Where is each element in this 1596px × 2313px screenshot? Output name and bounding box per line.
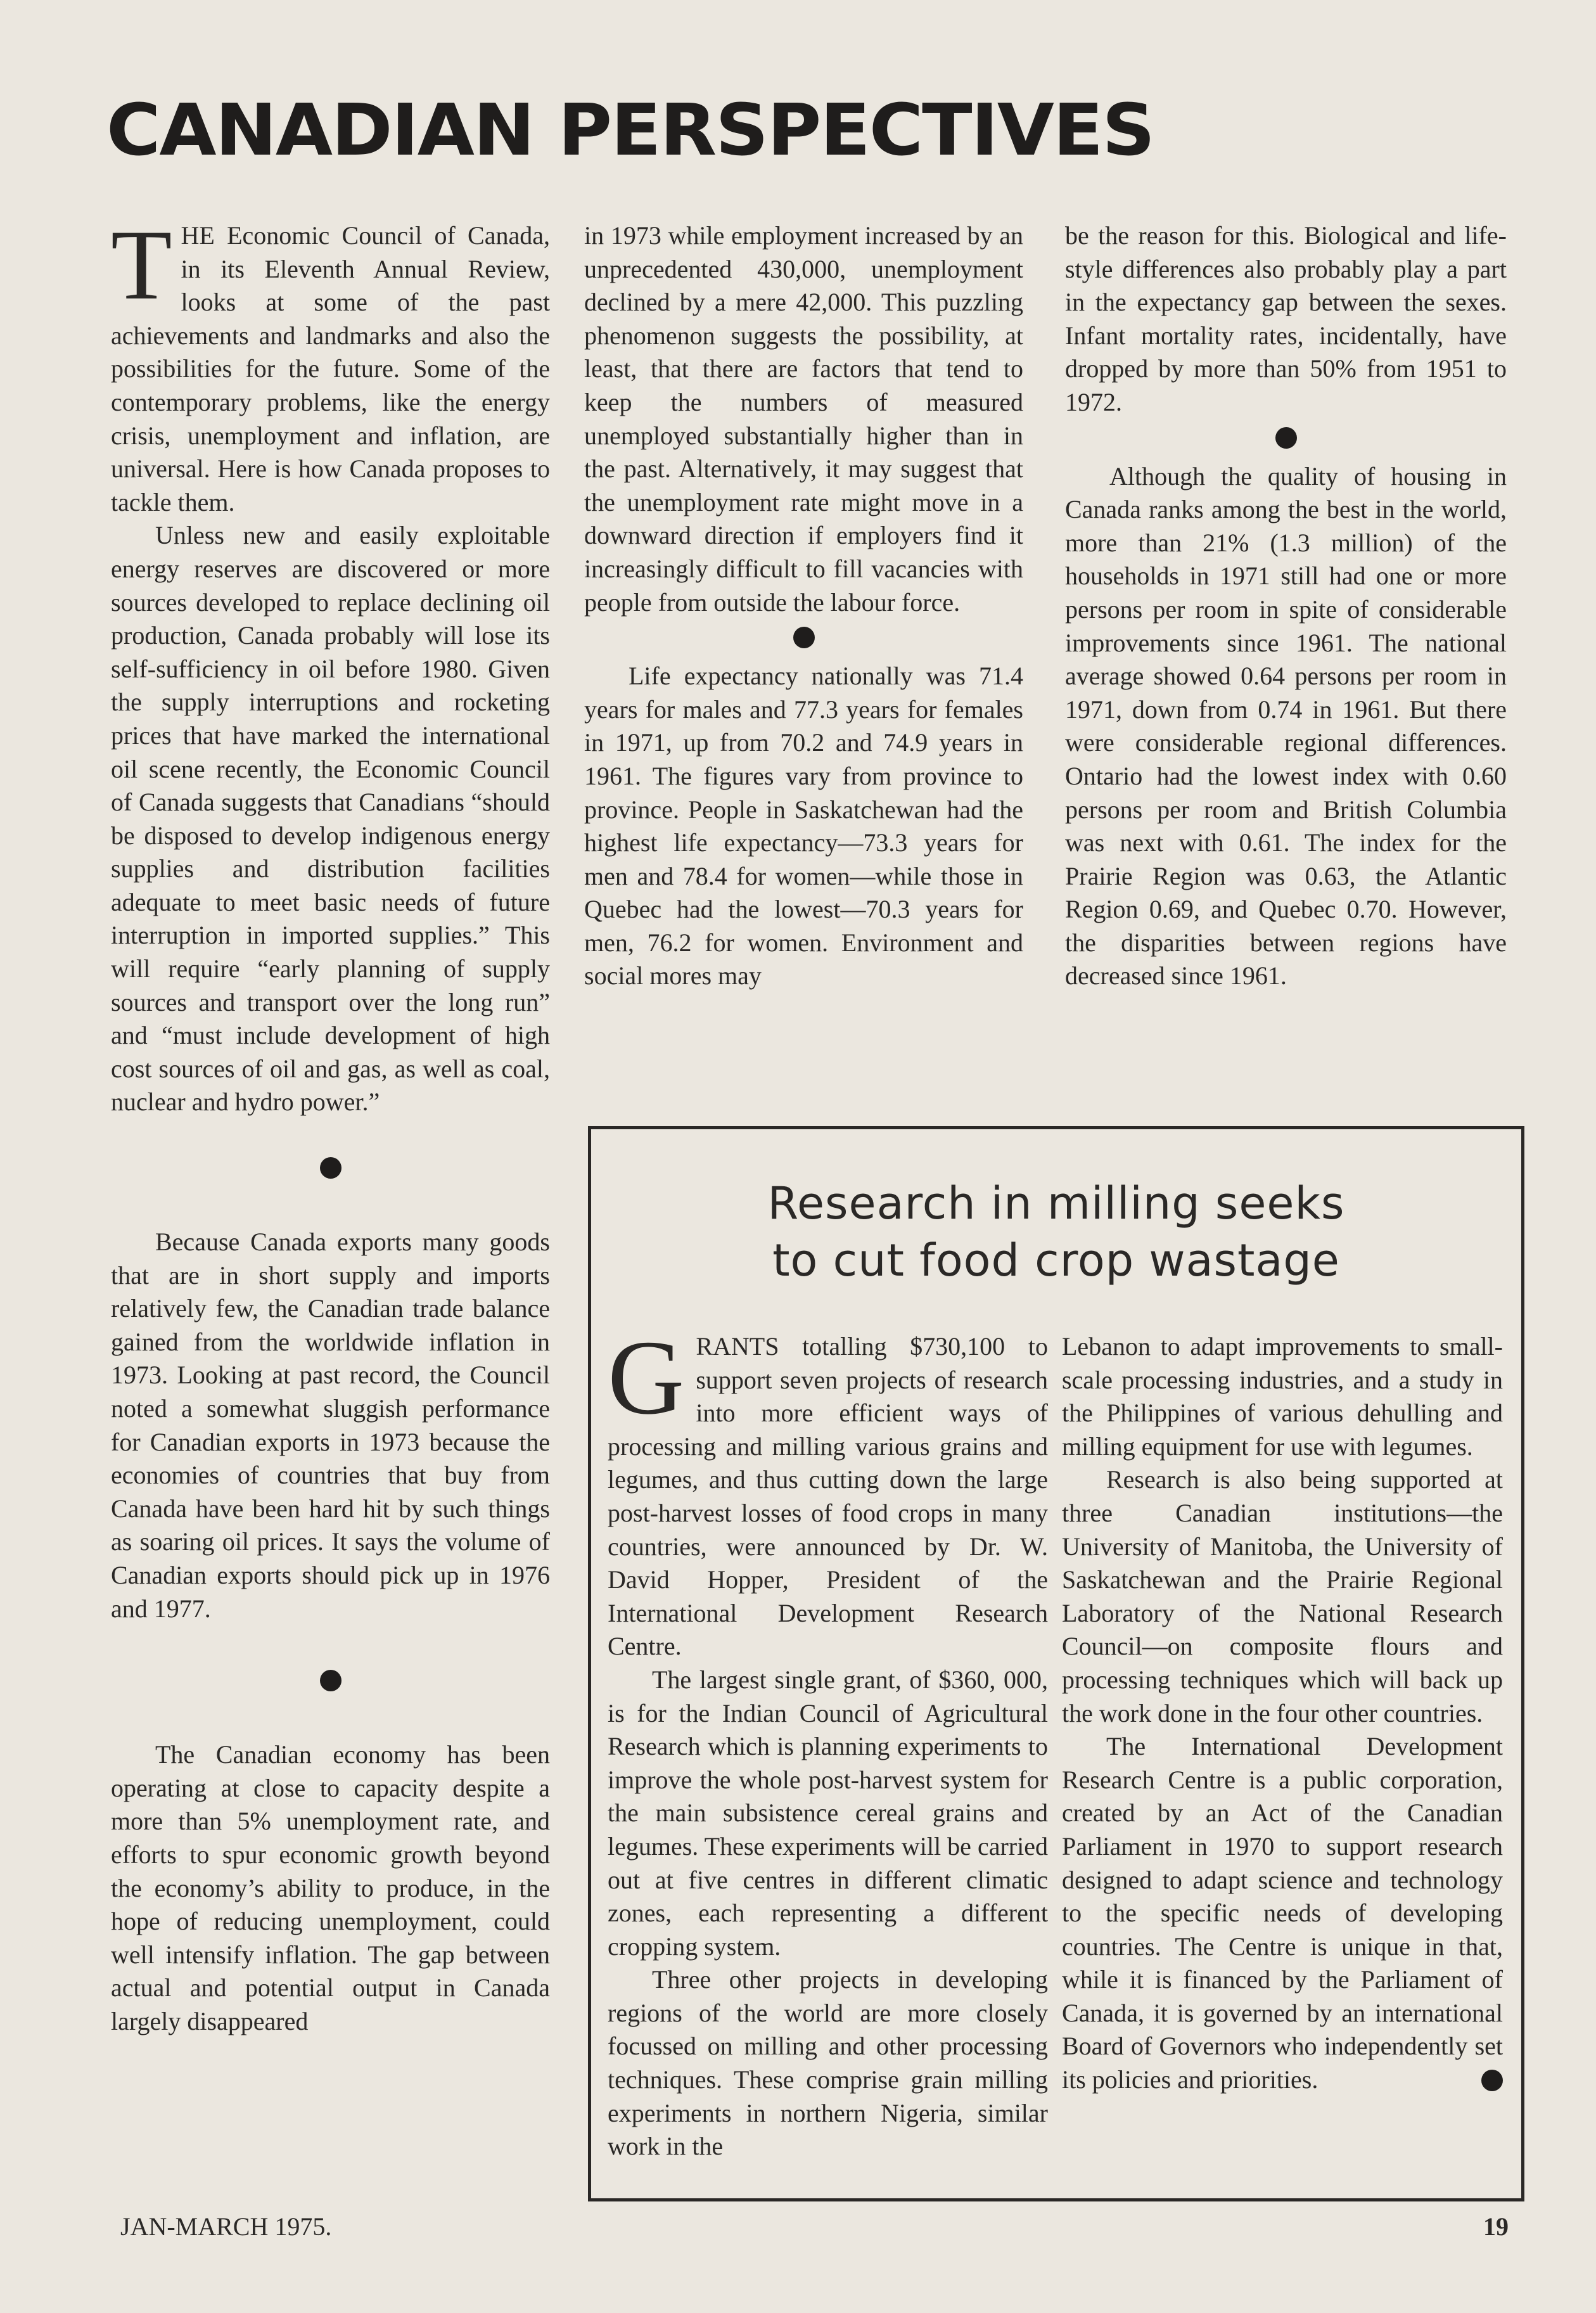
grants-text: totalling $730,100 to support seven projects of research into more efficient ways of processing and milling various grains and legumes, and thus cutting down the large post-harvest losses of food crops in many countries, were announced by Dr. W. David Hopper, President of the International Development Research Centre. <box>608 1332 1048 1661</box>
boxed-article-column-right <box>1062 1330 1503 2097</box>
page-number: 19 <box>1483 2212 1509 2241</box>
section-bullet <box>793 627 815 648</box>
section-bullet <box>320 1670 342 1691</box>
other-projects-paragraph: Three other projects in developing regions of the world are more closely focussed on milling and other processing techniques. These comprise grain milling experiments in northern Nigeria, similar work in the <box>608 1965 1048 2161</box>
lebanon-paragraph: Lebanon to adapt improvements to small-scale processing industries, and a study in the Philippines of various dehulling and milling equipment for use with legumes. <box>1062 1332 1503 1461</box>
drop-cap: G <box>608 1319 685 1437</box>
article-column-2 <box>584 219 1023 993</box>
headline-line-1: Research in milling seeks <box>767 1177 1345 1229</box>
section-bullet <box>1275 427 1297 449</box>
idrc-text: The International Development Research Centre is a public corporation, created by an Act of the Canadian Parliament in 1970 to support research designed to adapt science and technology to the specific needs of developing countries. The Centre is unique in that, while it is financed by the Parliament of Canada, it is governed by an international Board of Governors who independently set its policies and priorities. <box>1062 1732 1503 2094</box>
masthead-title: CANADIAN PERSPECTIVES <box>106 89 1154 172</box>
life-expectancy-paragraph: Life expectancy nationally was 71.4 years for males and 77.3 years for females in 1971, up from 70.2 and 74.9 years in 1961. The figures vary from province to province. People in Saskatchewan had the highest life expectancy—73.3 years for men and 78.4 for women—while those in Quebec had the lowest—70.3 years for men, 76.2 for women. Environment and social mores may <box>584 662 1023 990</box>
article-column-3 <box>1065 219 1507 993</box>
boxed-article <box>588 1126 1524 2201</box>
housing-paragraph: Although the quality of housing in Canada ranks among the best in the world, more than 21% (1.3 million) of the households in 1971 still had one or more persons per room in spite of considerable improvements since 1961. The national average showed 0.64 persons per room in 1971, down from 0.74 in 1961. But there were considerable regional differences. Ontario had the lowest index with 0.60 persons per room and British Columbia was next with 0.61. The index for the Prairie Region was 0.63, the Atlantic Region 0.69, and Quebec 0.70. However, the disparities between regions have decreased since 1961. <box>1065 461 1507 990</box>
life-expectancy-continued: be the reason for this. Biological and life-style differences also probably play a part in the expectancy gap between the sexes. Infant mortality rates, incidentally, have dropped by more than 50% from 1951 to 1972. <box>1065 221 1507 416</box>
drop-cap-smallcaps: HE <box>181 221 215 250</box>
grants-paragraph <box>608 1319 1048 1663</box>
boxed-article-column-left <box>608 1319 1048 2163</box>
headline-line-2: to cut food crop wastage <box>772 1234 1340 1286</box>
drop-cap-smallcaps: RANTS <box>696 1332 779 1361</box>
footer-date: JAN-MARCH 1975. <box>120 2212 332 2241</box>
section-bullet <box>320 1157 342 1179</box>
end-bullet <box>1481 2070 1503 2091</box>
trade-paragraph: Because Canada exports many goods that are in short supply and imports relatively few, the Canadian trade balance gained from the worldwide inflation in 1973. Looking at past record, the Council noted a somewhat sluggish performance for Canadian exports in 1973 because the economies of countries that buy from Canada have been hard hit by such things as soaring oil prices. It says the volume of Canadian exports should pick up in 1976 and 1977. <box>111 1227 550 1623</box>
drop-cap: T <box>111 210 172 321</box>
canadian-institutions-paragraph: Research is also being supported at three Canadian institutions—the University of Manitoba, the University of Saskatchewan and the Prairie Regional Laboratory of the National Research Council—on composite flours and processing techniques which will back up the work done in the four other countries. <box>1062 1465 1503 1727</box>
unemployment-paragraph: in 1973 while employment increased by an unprecedented 430,000, unemployment declined by a mere 42,000. This puzzling phenomenon suggests the possibility, at least, that there are factors that tend to keep the numbers of measured unemployed substantially higher than in the past. Alternatively, it may suggest that the unemployment rate might move in a downward direction if employers find it increasingly difficult to fill vacancies with people from outside the labour force. <box>584 221 1023 617</box>
intro-text: Economic Council of Canada, in its Eleventh Annual Review, looks at some of the past achievements and landmarks and also the possibilities for the future. Some of the contemporary problems, like the energy crisis, unemployment and inflation, are universal. Here is how Canada proposes to tackle them. <box>111 221 550 516</box>
economy-paragraph: The Canadian economy has been operating at close to capacity despite a more than 5% unemployment rate, and efforts to spur economic growth beyond the economy’s ability to produce, in the hope of reducing unemployment, could well intensify inflation. The gap between actual and potential output in Canada largely disappeared <box>111 1740 550 2035</box>
largest-grant-paragraph: The largest single grant, of $360, 000, is for the Indian Council of Agricultural Research which is planning experiments to improve the whole post-harvest system for the main subsistence cereal grains and legumes. These experiments will be carried out at five centres in different climatic zones, each representing a different cropping system. <box>608 1665 1048 1961</box>
boxed-article-headline <box>591 1175 1521 1289</box>
energy-paragraph: Unless new and easily exploitable energy reserves are discovered or more sources developed to replace declining oil production, Canada probably will lose its self-sufficiency in oil before 1980. Given the supply interruptions and rocketing prices that have marked the international oil scene recently, the Economic Council of Canada suggests that Canadians “should be disposed to develop indigenous energy supplies and distribution facilities adequate to meet basic needs of future interruption in imported supplies.” This will require “early planning of supply sources and transport over the long run” and “must include development of high cost sources of oil and gas, as well as coal, nuclear and hydro power.” <box>111 521 550 1117</box>
idrc-paragraph <box>1062 1730 1503 2097</box>
article-column-1 <box>111 210 550 2039</box>
article-intro-paragraph <box>111 210 550 519</box>
